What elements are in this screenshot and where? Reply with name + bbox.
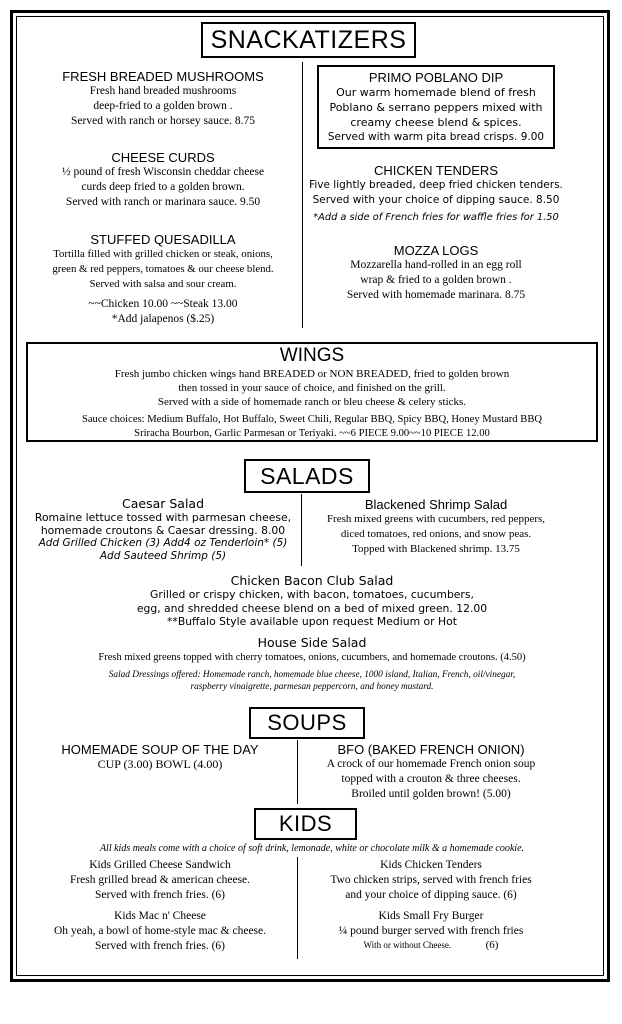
bfo-desc-3: Broiled until golden brown! (5.00): [351, 788, 511, 800]
house-salad-desc: Fresh mixed greens topped with cherry tomatoes, onions, cucumbers, and homemade croutons. (4.50): [98, 652, 526, 663]
soup-day-prices: CUP (3.00) BOWL (4.00): [97, 757, 223, 771]
mozza-item: [306, 243, 566, 303]
tenders-desc-2: Served with your choice of dipping sauce. 8.50: [312, 194, 560, 206]
poblano-desc-1: Our warm homemade blend of fresh: [336, 86, 536, 99]
mushrooms-title: FRESH BREADED MUSHROOMS: [62, 69, 264, 84]
kids-mac-desc-1: Oh yeah, a bowl of home-style mac & cheese.: [53, 925, 267, 937]
poblano-item: [317, 70, 555, 145]
bfo-desc-1: A crock of our homemade French onion soup: [326, 758, 536, 770]
soups-divider: [297, 740, 298, 804]
caesar-desc-1: Romaine lettuce tossed with parmesan cheese,: [34, 511, 292, 524]
salad-dressings: [26, 669, 598, 693]
kids-grilled-item: [26, 858, 294, 903]
kids-intro: [26, 842, 598, 855]
soup-day-title: HOMEMADE SOUP OF THE DAY: [61, 742, 259, 757]
curds-desc-2: curds deep fried to a golden brown.: [81, 181, 245, 193]
quesadilla-prices: ~~Chicken 10.00 ~~Steak 13.00: [88, 298, 238, 310]
quesadilla-addon: *Add jalapenos ($.25): [111, 313, 215, 325]
shrimp-salad-title: Blackened Shrimp Salad: [364, 497, 508, 512]
poblano-desc-4: Served with warm pita bread crisps. 9.00: [327, 131, 545, 143]
curds-title: CHEESE CURDS: [111, 150, 215, 165]
caesar-desc-2: homemade croutons & Caesar dressing. 8.00: [40, 524, 286, 537]
kids-grilled-desc-2: Served with french fries. (6): [95, 889, 225, 901]
caesar-add-1: Add Grilled Chicken (3) Add4 oz Tenderloin* (5): [38, 537, 288, 549]
salads-heading: SALADS: [244, 459, 370, 493]
quesadilla-desc-3: Served with salsa and sour cream.: [89, 278, 237, 290]
mozza-desc-3: Served with homemade marinara. 8.75: [346, 289, 526, 301]
kids-burger-price: (6): [485, 939, 499, 951]
curds-desc-3: Served with ranch or marinara sauce. 9.50: [65, 196, 261, 208]
shrimp-salad-desc-2: diced tomatoes, red onions, and snow peas.: [340, 528, 532, 540]
tenders-item: [306, 163, 566, 225]
kids-mac-title: Kids Mac n' Cheese: [114, 910, 206, 922]
mushrooms-desc-1: Fresh hand breaded mushrooms: [89, 85, 237, 97]
tenders-note: *Add a side of French fries for waffle fries for 1.50: [313, 212, 559, 223]
kids-burger-cheese-text: With or without Cheese.: [363, 940, 452, 950]
curds-desc-1: ½ pound of fresh Wisconsin cheddar cheese: [61, 166, 265, 178]
soup-day-item: [26, 742, 294, 772]
soups-heading: SOUPS: [249, 707, 365, 739]
poblano-desc-3: creamy cheese blend & spices.: [350, 116, 522, 129]
kids-burger-item: [300, 909, 562, 952]
kids-mac-desc-2: Served with french fries. (6): [95, 940, 225, 952]
wings-desc-2: then tossed in your sauce of choice, and finished on the grill.: [178, 382, 446, 394]
mushrooms-desc-2: deep-fried to a golden brown .: [93, 100, 233, 112]
wings-desc-1: Fresh jumbo chicken wings hand BREADED or NON BREADED, fried to golden brown: [114, 368, 510, 380]
kids-tenders-desc-1: Two chicken strips, served with french fries: [330, 874, 532, 886]
caesar-add-2: Add Sauteed Shrimp (5): [99, 550, 227, 562]
poblano-title: PRIMO POBLANO DIP: [368, 70, 504, 85]
club-salad-desc-2: egg, and shredded cheese blend on a bed of mixed green. 12.00: [136, 601, 488, 615]
kids-grilled-title: Kids Grilled Cheese Sandwich: [89, 859, 231, 871]
shrimp-salad-desc-1: Fresh mixed greens with cucumbers, red peppers,: [326, 513, 546, 525]
mozza-title: MOZZA LOGS: [393, 243, 479, 258]
quesadilla-desc-1: Tortilla filled with grilled chicken or steak, onions,: [53, 248, 273, 260]
wings-section: [26, 345, 598, 441]
wings-heading: WINGS: [279, 345, 345, 366]
mushrooms-desc-3: Served with ranch or horsey sauce. 8.75: [71, 115, 255, 127]
wings-sauces-1: Sauce choices: Medium Buffalo, Hot Buffalo, Sweet Chili, Regular BBQ, Spicy BBQ, Honey Mustard BBQ: [81, 414, 543, 425]
club-salad-desc-3: **Buffalo Style available upon request Medium or Hot: [167, 615, 457, 628]
kids-heading: KIDS: [254, 808, 357, 840]
poblano-desc-2: Poblano & serrano peppers mixed with: [329, 101, 543, 114]
quesadilla-title: STUFFED QUESADILLA: [90, 232, 236, 247]
kids-mac-item: [26, 909, 294, 954]
bfo-item: [300, 742, 562, 802]
club-salad-item: [26, 573, 598, 629]
bfo-desc-2: topped with a crouton & three cheeses.: [341, 773, 521, 785]
caesar-item: [26, 496, 300, 563]
kids-burger-desc: ¼ pound burger served with french fries: [338, 925, 524, 937]
snackatizers-divider: [302, 62, 303, 328]
tenders-title: CHICKEN TENDERS: [373, 163, 498, 178]
bfo-title: BFO (BAKED FRENCH ONION): [337, 742, 525, 757]
wings-sauces-2: Sriracha Bourbon, Garlic Parmesan or Teriyaki. ~~6 PIECE 9.00~~10 PIECE 12.00: [134, 428, 490, 439]
kids-burger-cheese: [300, 939, 562, 952]
snackatizers-heading: SNACKATIZERS: [201, 22, 416, 58]
wings-desc-3: Served with a side of homemade ranch or bleu cheese & celery sticks.: [157, 396, 467, 408]
house-salad-title: House Side Salad: [257, 635, 367, 650]
kids-divider: [297, 857, 298, 959]
tenders-desc-1: Five lightly breaded, deep fried chicken tenders.: [309, 179, 563, 191]
club-salad-title: Chicken Bacon Club Salad: [230, 573, 394, 588]
mozza-desc-1: Mozzarella hand-rolled in an egg roll: [350, 259, 522, 271]
house-salad-item: [26, 635, 598, 665]
shrimp-salad-item: [304, 497, 568, 557]
dressings-line-1: Salad Dressings offered: Homemade ranch, homemade blue cheese, 1000 island, Italian, French, oil/vinegar,: [108, 670, 516, 680]
kids-burger-title: Kids Small Fry Burger: [378, 910, 484, 922]
kids-tenders-title: Kids Chicken Tenders: [380, 859, 482, 871]
salads-divider: [301, 494, 302, 566]
kids-tenders-desc-2: and your choice of dipping sauce. (6): [345, 889, 517, 901]
mushrooms-item: [26, 69, 300, 129]
quesadilla-item: [26, 232, 300, 327]
dressings-line-2: raspberry vinaigrette, parmesan peppercorn, and honey mustard.: [190, 682, 434, 692]
club-salad-desc-1: Grilled or crispy chicken, with bacon, tomatoes, cucumbers,: [150, 588, 474, 601]
kids-tenders-item: [300, 858, 562, 903]
mozza-desc-2: wrap & fried to a golden brown .: [360, 274, 512, 286]
curds-item: [26, 150, 300, 210]
shrimp-salad-desc-3: Topped with Blackened shrimp. 13.75: [352, 543, 520, 555]
quesadilla-desc-2: green & red peppers, tomatoes & our cheese blend.: [52, 263, 274, 275]
caesar-title: Caesar Salad: [121, 496, 205, 511]
kids-intro-text: All kids meals come with a choice of soft drink, lemonade, white or chocolate milk & a homemade cookie.: [99, 843, 525, 854]
kids-grilled-desc-1: Fresh grilled bread & american cheese.: [69, 874, 251, 886]
